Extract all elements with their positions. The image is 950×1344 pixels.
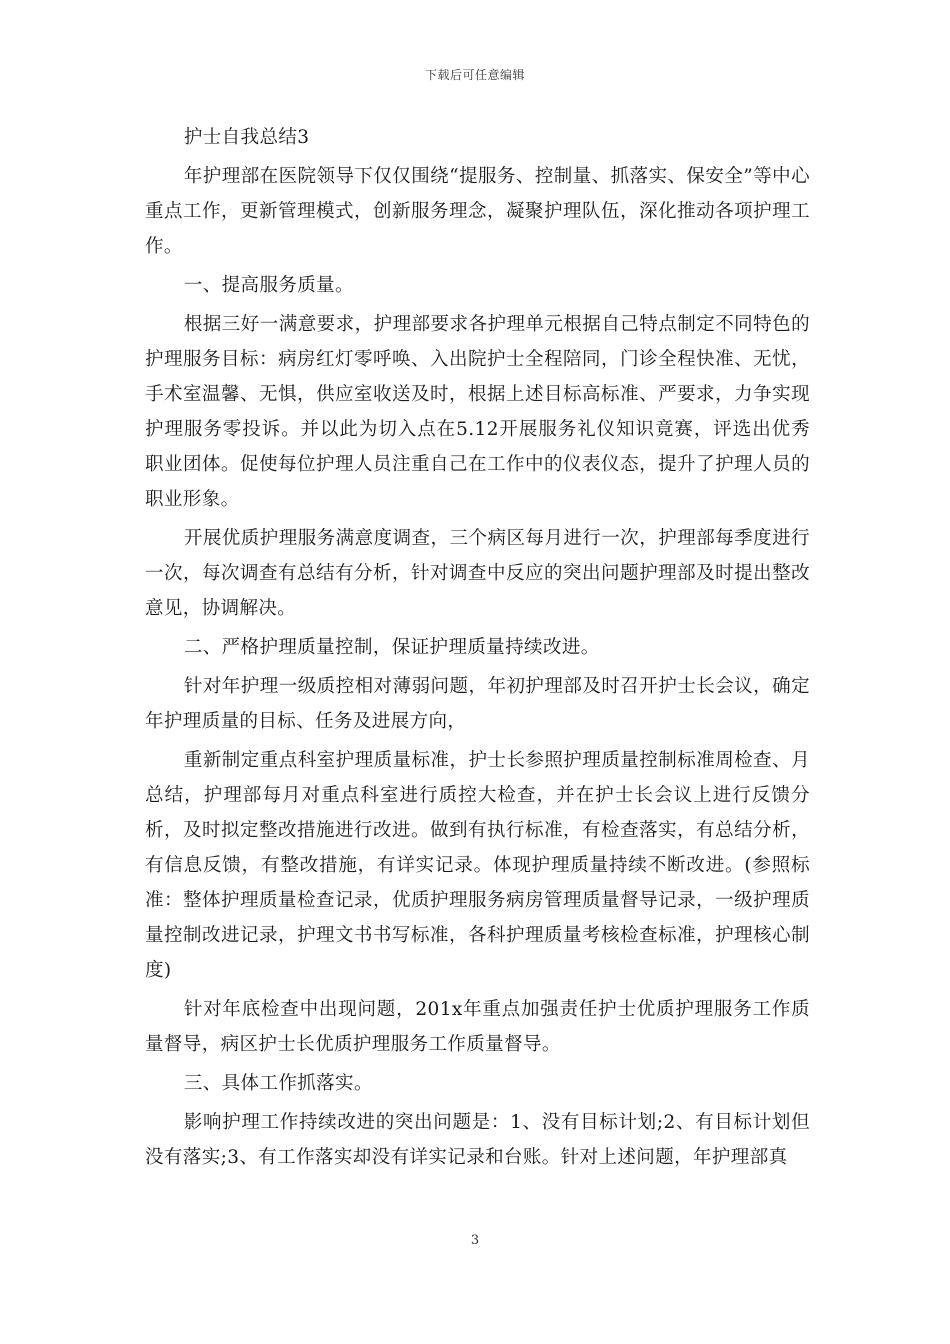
document-title: 护士自我总结3	[183, 127, 310, 148]
paragraph: 重新制定重点科室护理质量标准，护士长参照护理质量控制标准周检查、月总结，护理部每月对重点科室进行质控大检查，并在护士长会议上进行反馈分析，及时拟定整改措施进行改进。做到有执行标准，有检查落实，有总结分析，有信息反馈，有整改措施，有详实记录。体现护理质量持续不断改进。(参照标准：整体护理质量检查记录，优质护理服务病房管理质量督导记录，一级护理质量控制改进记录，护理文书书写标准，各科护理质量考核检查标准，护理核心制度)	[145, 750, 810, 981]
header-note: 下载后可任意编辑	[424, 68, 525, 82]
section-heading: 二、严格护理质量控制，保证护理质量持续改进。	[183, 637, 600, 658]
paragraph: 根据三好一满意要求，护理部要求各护理单元根据自己特点制定不同特色的护理服务目标：病房红灯零呼唤、入出院护士全程陪同，门诊全程快准、无忧，手术室温馨、无惧，供应室收送及时，根据上述目标高标准、严要求，力争实现护理服务零投诉。并以此为切入点在5.12开展服务礼仪知识竟赛，评选出优秀职业团体。促使每位护理人员注重自己在工作中的仪表仪态，提升了护理人员的职业形象。	[145, 314, 810, 510]
document-body	[145, 120, 810, 1179]
paragraph: 开展优质护理服务满意度调查，三个病区每月进行一次，护理部每季度进行一次，每次调查有总结有分析，针对调查中反应的突出问题护理部及时提出整改意见，协调解决。	[145, 528, 810, 619]
page-number: 3	[470, 1233, 480, 1248]
paragraph: 针对年底检查中出现问题，201x年重点加强责任护士优质护理服务工作质量督导，病区护士长优质护理服务工作质量督导。	[145, 999, 810, 1055]
paragraph: 年护理部在医院领导下仅仅围绕“提服务、控制量、抓落实、保安全”等中心重点工作，更新管理模式，创新服务理念，凝聚护理队伍，深化推动各项护理工作。	[145, 166, 810, 257]
paragraph: 针对年护理一级质控相对薄弱问题，年初护理部及时召开护士长会议，确定年护理质量的目标、任务及进展方向，	[145, 676, 810, 732]
paragraph: 影响护理工作持续改进的突出问题是：1、没有目标计划;2、有目标计划但没有落实;3、有工作落实却没有详实记录和台账。针对上述问题，年护理部真	[145, 1112, 810, 1168]
section-heading: 一、提高服务质量。	[183, 275, 354, 296]
section-heading: 三、具体工作抓落实。	[183, 1073, 373, 1094]
